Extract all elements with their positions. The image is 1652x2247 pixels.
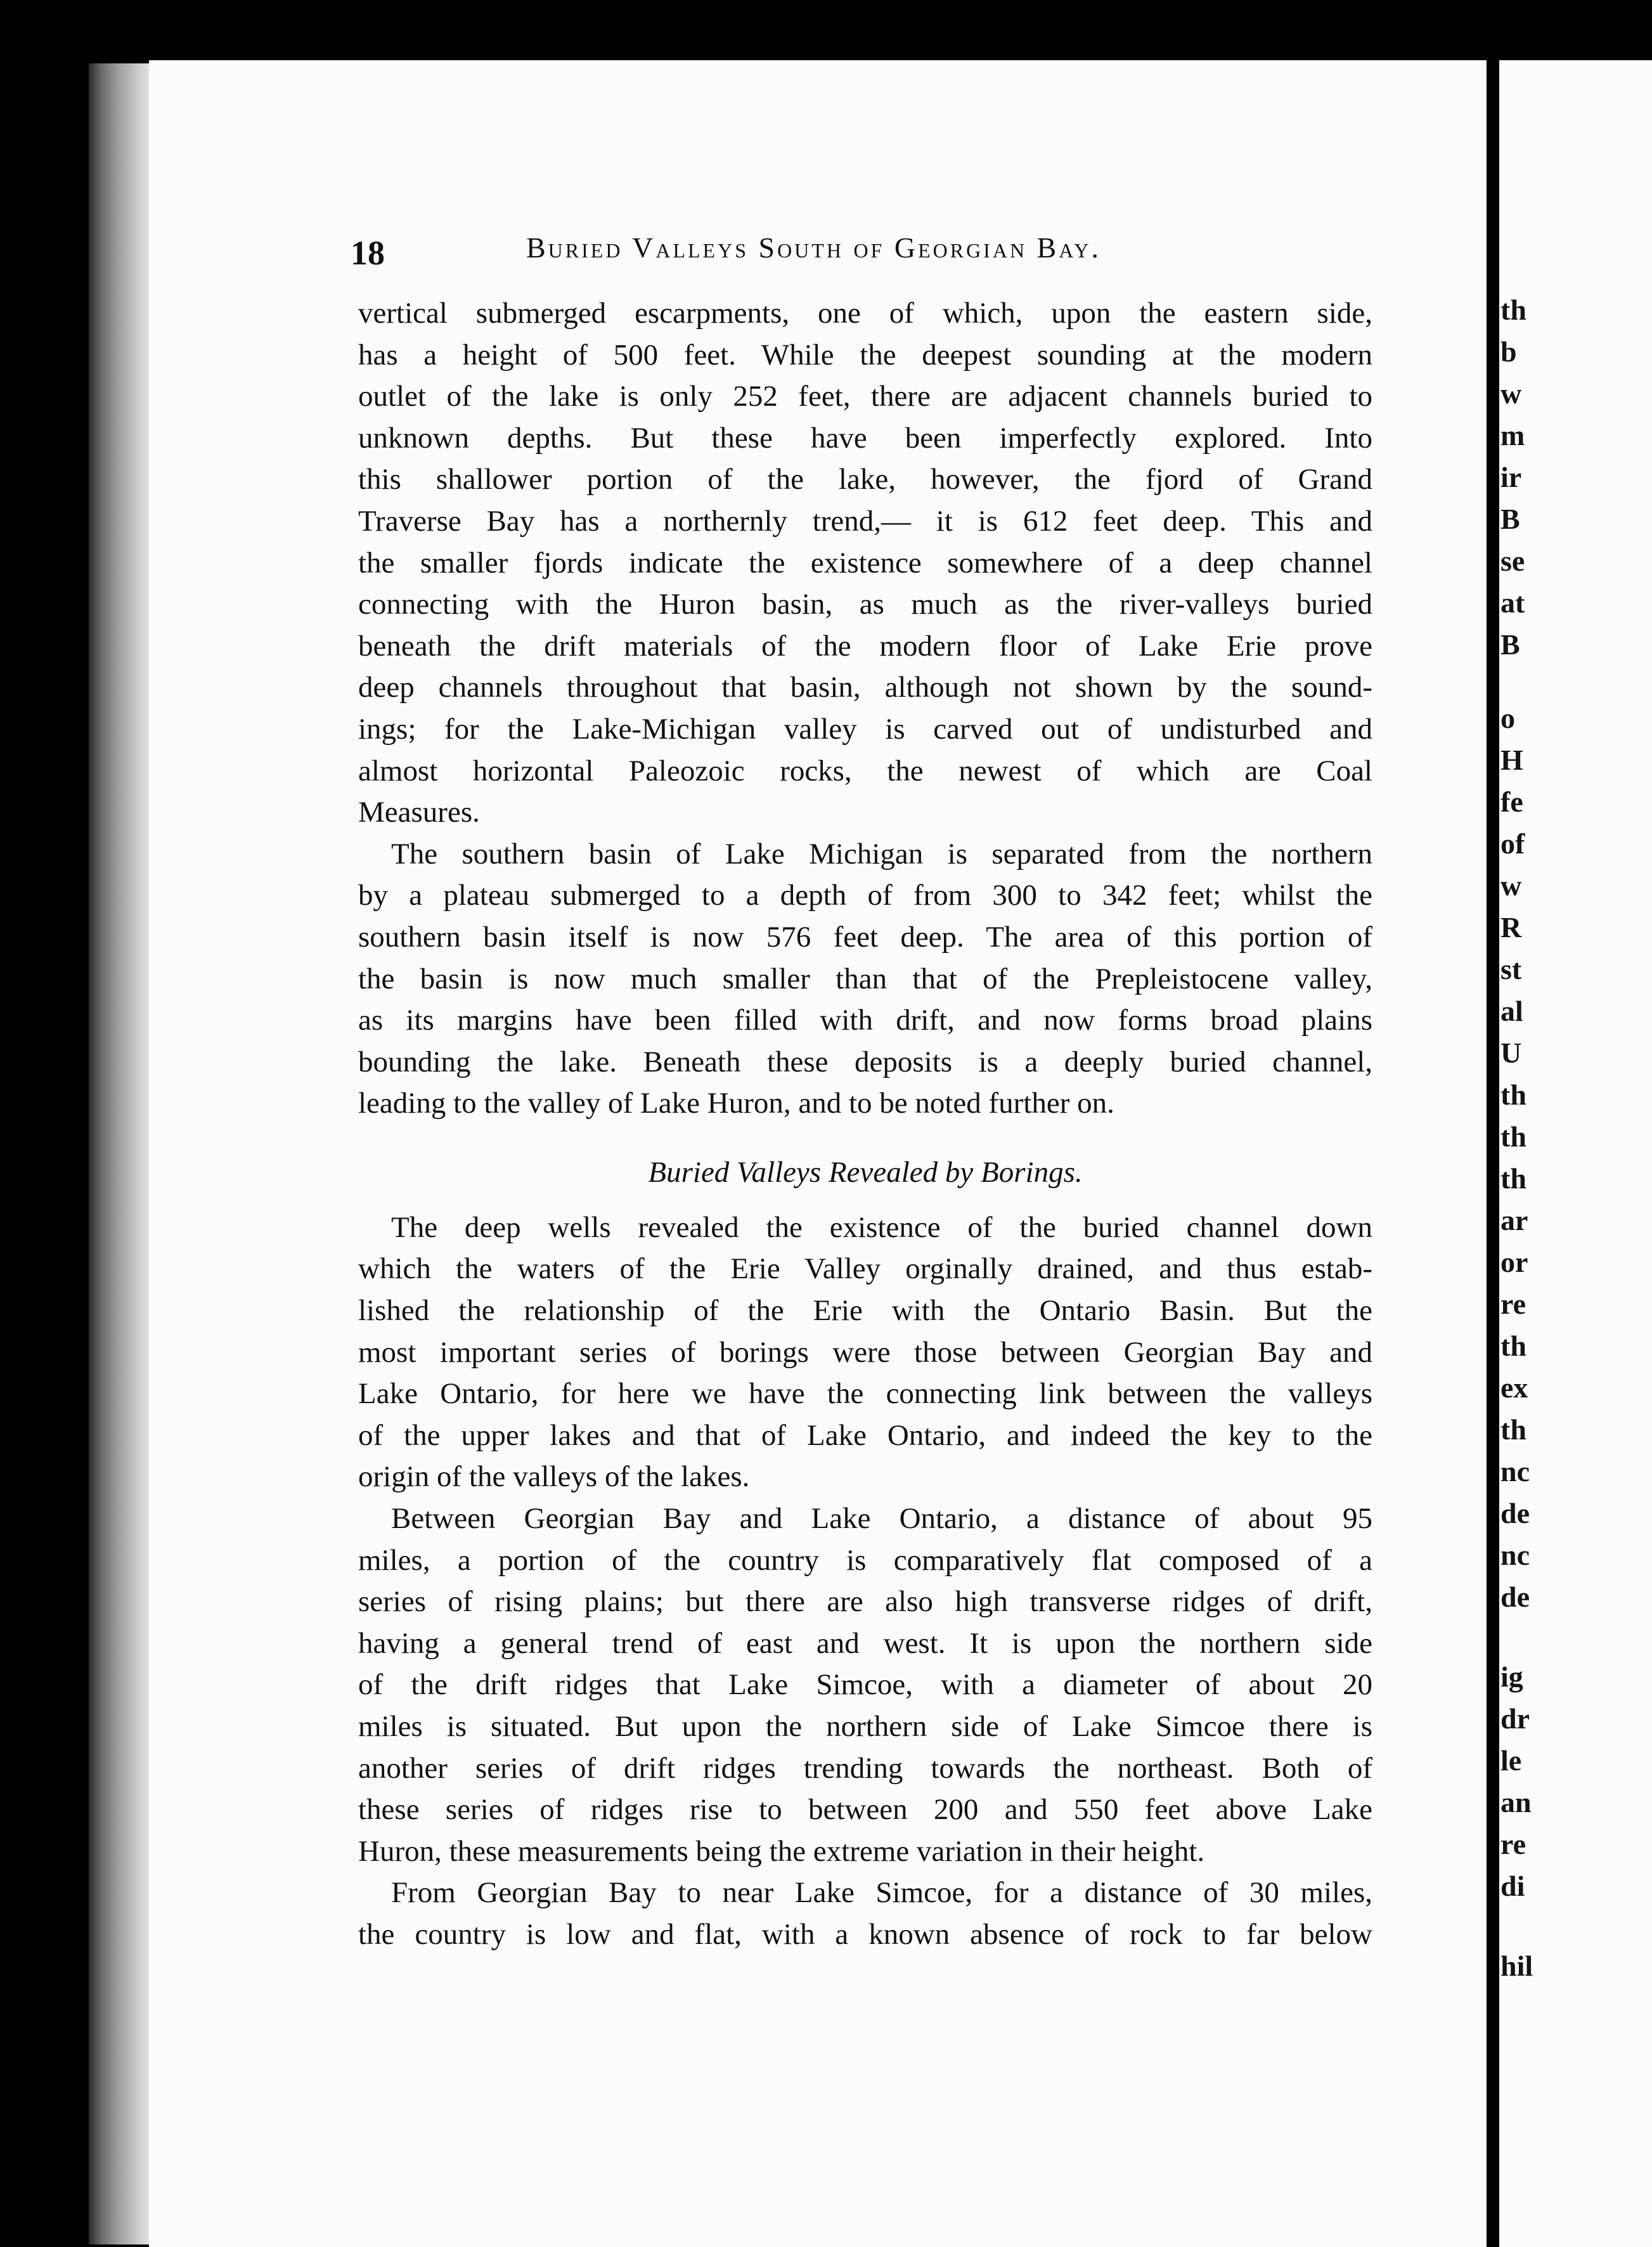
paragraph-2 — [358, 834, 1372, 1125]
right-page-fragment: b — [1500, 335, 1517, 368]
text-line: of the upper lakes and that of Lake Ontario, and indeed the key to the — [358, 1418, 1372, 1452]
text-line: this shallower portion of the lake, however, the fjord of Grand — [358, 463, 1372, 496]
right-page-fragment: re — [1500, 1288, 1526, 1320]
right-page-fragment: o — [1500, 702, 1515, 734]
right-page-fragment: se — [1500, 545, 1525, 577]
text-line: connecting with the Huron basin, as much as the river-valleys buried — [358, 588, 1372, 621]
text-line: these series of ridges rise to between 200 and 550 feet above Lake — [358, 1793, 1372, 1827]
text-line: outlet of the lake is only 252 feet, there are adjacent channels buried to — [358, 380, 1372, 413]
paragraph-4 — [358, 1498, 1372, 1872]
right-page-fragment: m — [1500, 419, 1525, 451]
text-line: southern basin itself is now 576 feet deep. The area of this portion of — [358, 920, 1372, 954]
text-line: Measures. — [358, 796, 480, 829]
running-head: Buried Valleys South of Georgian Bay. — [526, 231, 1102, 264]
right-page-fragment: de — [1500, 1497, 1530, 1529]
right-page-fragment: de — [1500, 1581, 1530, 1613]
text-line: most important series of borings were those between Georgian Bay and — [358, 1335, 1372, 1369]
section-heading: Buried Valleys Revealed by Borings. — [648, 1155, 1083, 1189]
text-line: The deep wells revealed the existence of the buried channel down — [391, 1210, 1372, 1244]
right-page-fragment: H — [1500, 744, 1523, 776]
text-line: as its margins have been filled with drift, and now forms broad plains — [358, 1004, 1372, 1037]
right-page-fragment: di — [1500, 1870, 1525, 1902]
text-line: miles, a portion of the country is comparatively flat composed of a — [358, 1543, 1372, 1577]
text-line: having a general trend of east and west. It is upon the northern side — [358, 1626, 1372, 1660]
text-line: Huron, these measurements being the extreme variation in their height. — [358, 1834, 1205, 1868]
text-line: deep channels throughout that basin, although not shown by the sound- — [358, 671, 1372, 704]
right-page-fragment: fe — [1500, 786, 1523, 818]
right-page-fragment: re — [1500, 1828, 1526, 1860]
right-page-fragment: le — [1500, 1744, 1522, 1777]
page-number: 18 — [351, 234, 385, 272]
text-line: almost horizontal Paleozoic rocks, the newest of which are Coal — [358, 754, 1372, 787]
text-line: Lake Ontario, for here we have the connecting link between the valleys — [358, 1377, 1372, 1411]
text-line: From Georgian Bay to near Lake Simcoe, for a distance of 30 miles, — [391, 1876, 1372, 1910]
text-line: lished the relationship of the Erie with the Ontario Basin. But the — [358, 1294, 1372, 1328]
text-line: the basin is now much smaller than that of the Prepleistocene valley, — [358, 962, 1372, 995]
paragraph-1 — [358, 293, 1372, 834]
text-line: leading to the valley of Lake Huron, and to be noted further on. — [358, 1087, 1114, 1120]
right-page-fragment: ig — [1500, 1661, 1523, 1693]
right-page — [1499, 60, 1652, 2247]
right-page-fragment: st — [1500, 953, 1522, 985]
right-page-fragment: an — [1500, 1786, 1532, 1818]
right-page-fragment: th — [1500, 1078, 1526, 1111]
right-page-fragment: of — [1500, 827, 1525, 860]
text-line: by a plateau submerged to a depth of from 300 to 342 feet; whilst the — [358, 879, 1372, 912]
text-line: vertical submerged escarpments, one of which, upon the eastern side, — [358, 297, 1372, 330]
text-line: series of rising plains; but there are also high transverse ridges of drift, — [358, 1585, 1372, 1619]
page-stack-edge — [89, 63, 152, 2244]
right-page-fragment: ex — [1500, 1371, 1528, 1404]
text-line: origin of the valleys of the lakes. — [358, 1460, 750, 1494]
right-page-fragment: th — [1500, 1413, 1526, 1446]
text-line: the smaller fjords indicate the existence somewhere of a deep channel — [358, 546, 1372, 580]
book-gutter — [1487, 51, 1499, 2247]
text-line: The southern basin of Lake Michigan is separated from the northern — [391, 837, 1372, 871]
right-page-fragment: U — [1500, 1037, 1522, 1069]
paragraph-3 — [358, 1207, 1372, 1498]
text-line: the country is low and flat, with a known absence of rock to far below — [358, 1917, 1372, 1951]
text-line: bounding the lake. Beneath these deposits is a deeply buried channel, — [358, 1045, 1372, 1078]
right-page-fragment: nc — [1500, 1539, 1530, 1571]
right-page-fragment: B — [1500, 628, 1520, 661]
right-page-fragment: at — [1500, 586, 1525, 619]
right-page-fragment: th — [1500, 1162, 1526, 1195]
right-page-fragment: ar — [1500, 1204, 1528, 1236]
body-text — [358, 293, 1372, 1956]
paragraph-5 — [358, 1872, 1372, 1955]
text-line: beneath the drift materials of the modern floor of Lake Erie prove — [358, 629, 1372, 663]
right-page-fragment: or — [1500, 1246, 1528, 1278]
text-line: unknown depths. But these have been imperfectly explored. Into — [358, 421, 1372, 455]
text-line: of the drift ridges that Lake Simcoe, with a diameter of about 20 — [358, 1668, 1372, 1702]
right-page-fragment: R — [1500, 911, 1522, 943]
text-line: Traverse Bay has a northernly trend,— it is 612 feet deep. This and — [358, 504, 1372, 538]
right-page-fragment: dr — [1500, 1702, 1530, 1735]
right-page-fragment: th — [1500, 1330, 1526, 1362]
right-page-fragment: B — [1500, 503, 1520, 535]
right-page-fragment: th — [1500, 294, 1526, 326]
right-page-fragment: nc — [1500, 1455, 1530, 1487]
right-page-fragment: hil — [1500, 1950, 1533, 1982]
text-line: Between Georgian Bay and Lake Ontario, a distance of about 95 — [391, 1502, 1372, 1536]
text-line: miles is situated. But upon the northern side of Lake Simcoe there is — [358, 1710, 1372, 1743]
text-line: has a height of 500 feet. While the deepest sounding at the modern — [358, 338, 1372, 372]
text-line: another series of drift ridges trending towards the northeast. Both of — [358, 1751, 1372, 1785]
text-line: which the waters of the Erie Valley orginally drained, and thus estab- — [358, 1252, 1372, 1286]
right-page-fragment: al — [1500, 995, 1523, 1027]
right-page-fragment: th — [1500, 1120, 1526, 1153]
right-page-fragment: w — [1500, 377, 1522, 410]
text-line: ings; for the Lake-Michigan valley is carved out of undisturbed and — [358, 712, 1372, 746]
right-page-fragment: ir — [1500, 461, 1522, 493]
right-page-fragment: w — [1500, 869, 1522, 902]
